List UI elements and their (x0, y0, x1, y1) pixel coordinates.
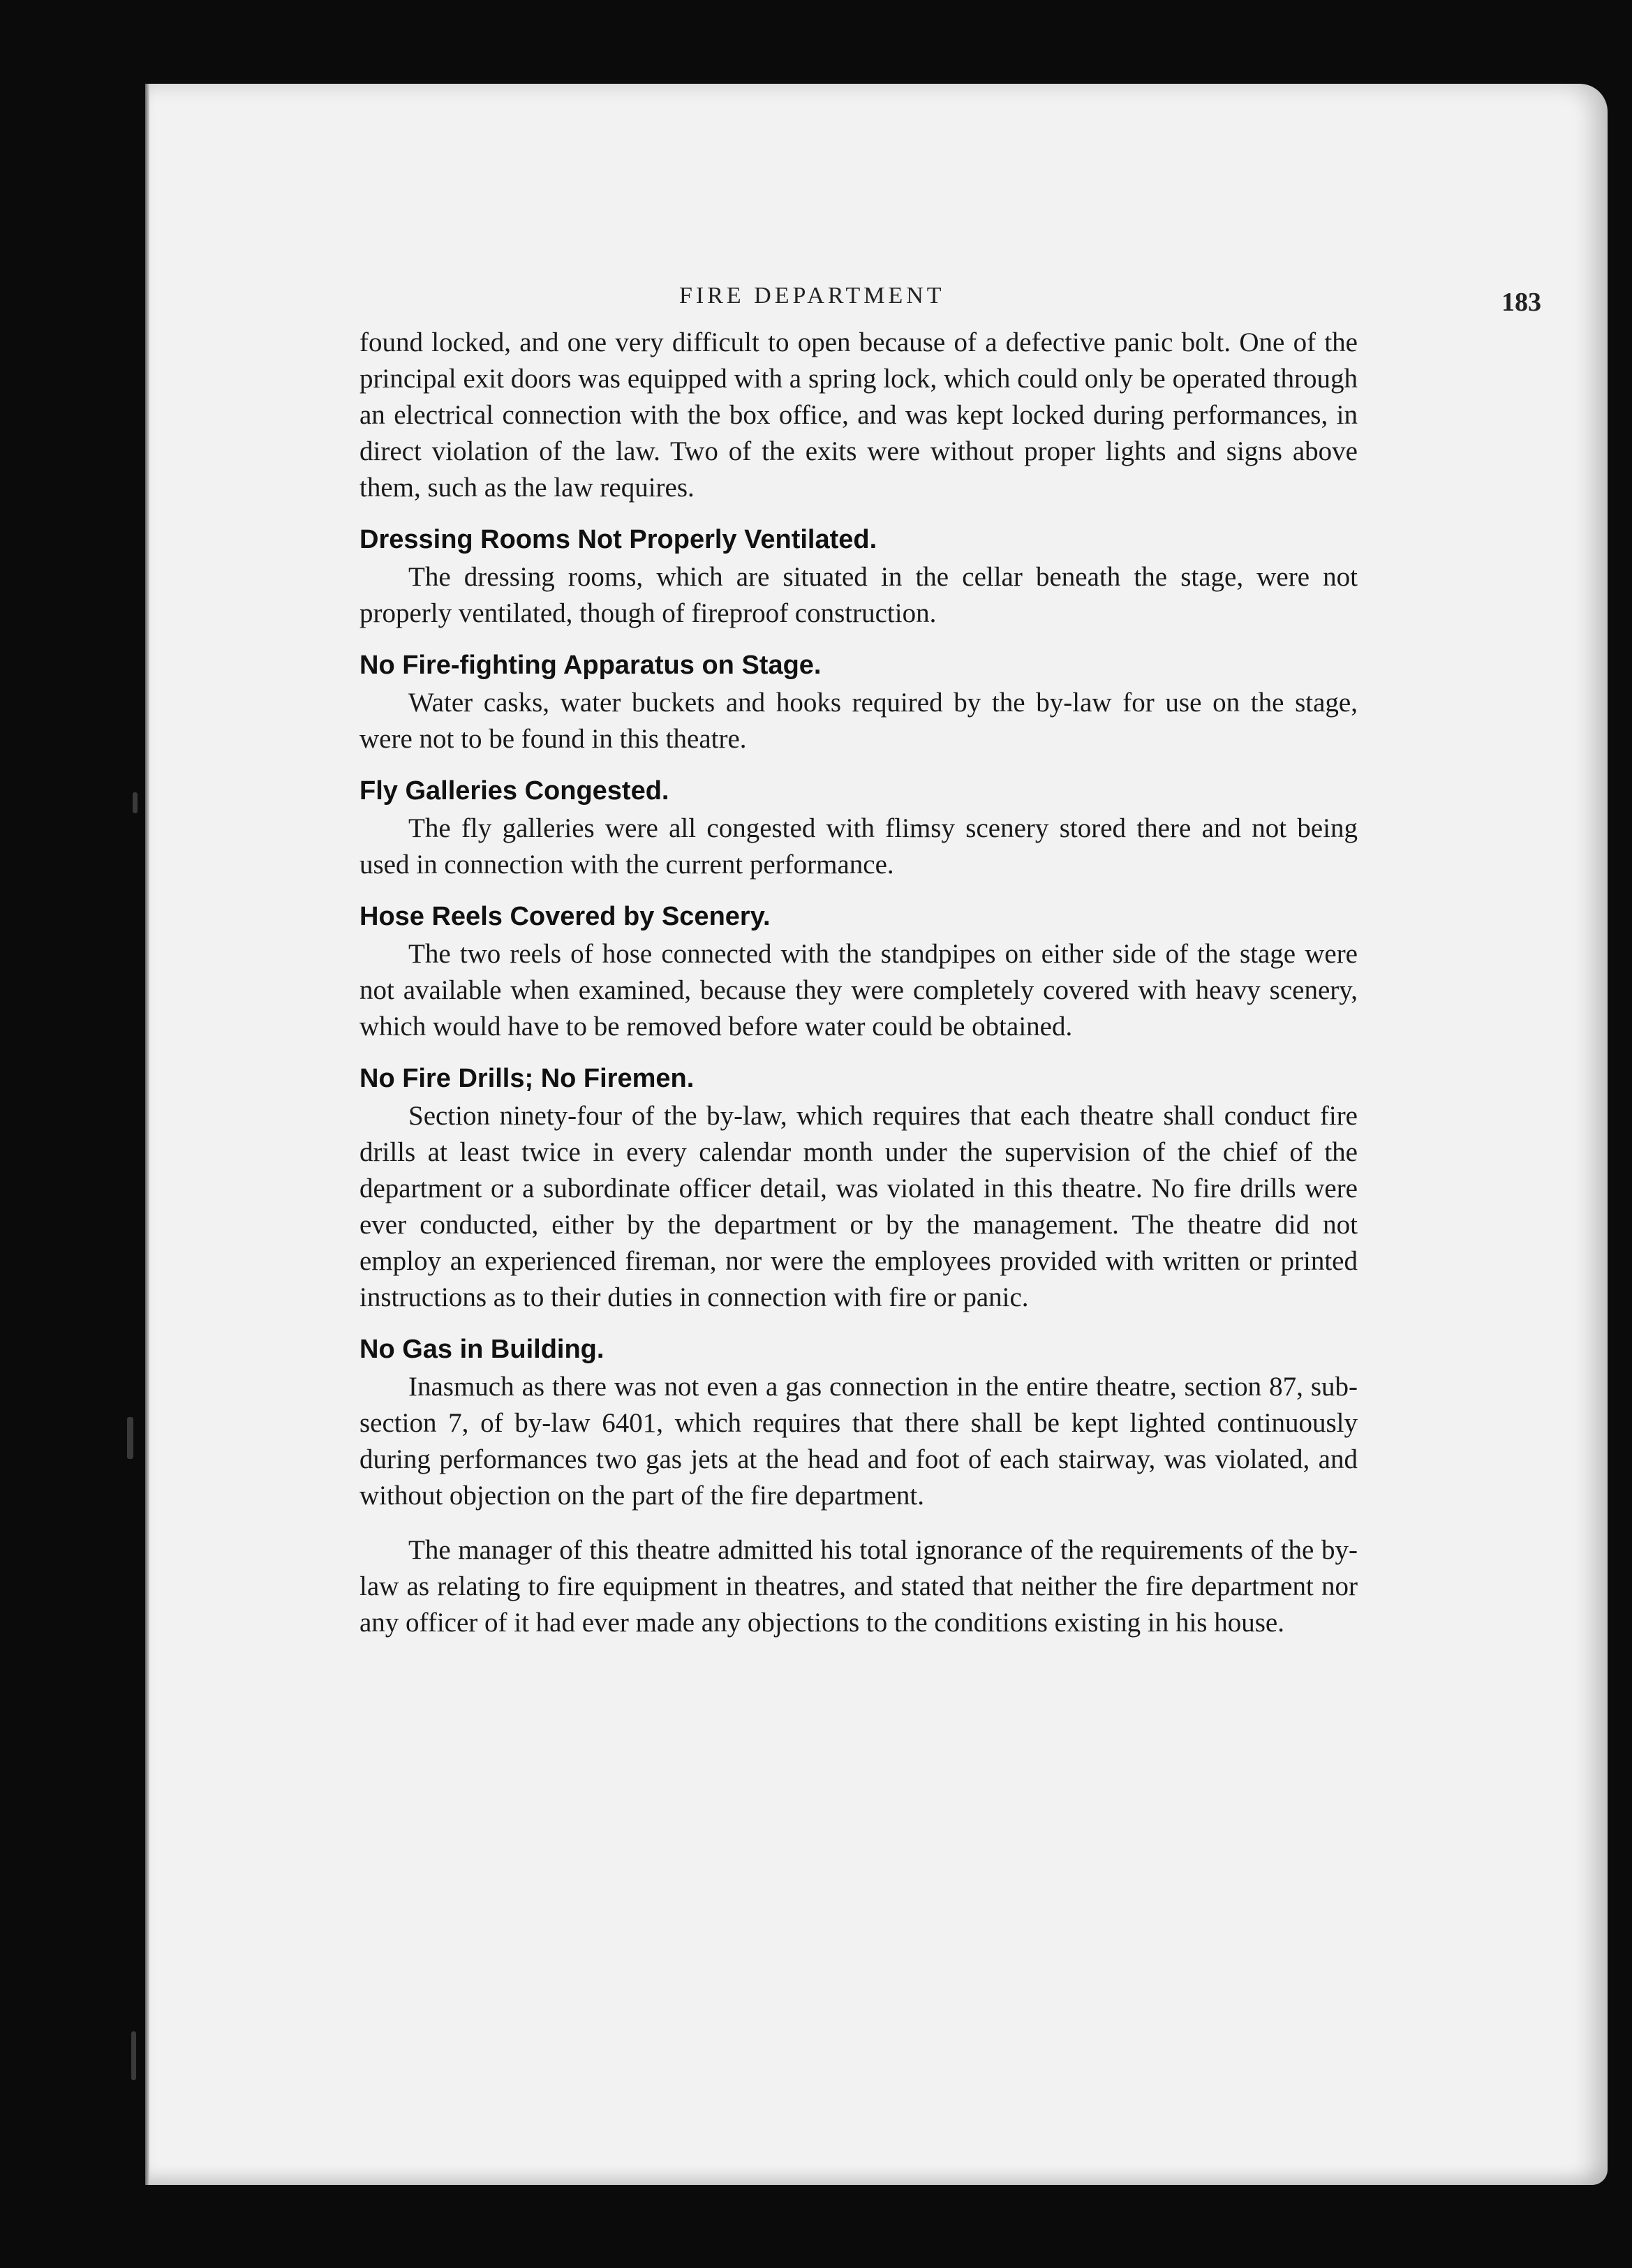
margin-mark (131, 2031, 136, 2080)
section-body: The dressing rooms, which are situated in the cellar beneath the stage, were not properly ventilated, though of fireproof construction. (359, 562, 1358, 628)
section-hose-reels (359, 897, 1358, 1045)
section-heading: Fly Galleries Congested. (359, 776, 669, 806)
page-gutter-edge (145, 84, 149, 2185)
section-body: The two reels of hose connected with the standpipes on either side of the stage were not available when examined, because they were completely covered with heavy scenery, which would have to be removed before water could be obtained. (359, 939, 1358, 1042)
section-heading: No Fire Drills; No Firemen. (359, 1064, 695, 1093)
section-heading: Hose Reels Covered by Scenery. (359, 902, 771, 931)
section-fire-fighting-apparatus (359, 646, 1358, 757)
section-heading: No Gas in Building. (359, 1335, 604, 1364)
section-heading: No Fire-fighting Apparatus on Stage. (359, 651, 822, 680)
section-fire-drills (359, 1059, 1358, 1316)
section-body: Inasmuch as there was not even a gas connection in the entire theatre, section 87, sub-section 7, of by-law 6401, which requires that there shall be kept lighted continuously during performances two gas jets at the head and foot of each stairway, was violated, and without objection on the part of the fire department. (359, 1372, 1358, 1511)
section-body: The fly galleries were all congested with flimsy scenery stored there and not being used in connection with the current performance. (359, 813, 1358, 880)
closing-paragraph: The manager of this theatre admitted his total ignorance of the requirements of the by-law as relating to fire equipment in theatres, and stated that neither the fire department nor any officer of it had ever made any objections to the conditions existing in his house. (359, 1535, 1358, 1638)
section-dressing-rooms (359, 520, 1358, 632)
section-body: Section ninety-four of the by-law, which requires that each theatre shall conduct fire drills at least twice in every calendar month under the supervision of the chief of the department or a subordinate officer detail, was violated in this theatre. No fire drills were ever conducted, either by the department or by the management. The theatre did not employ an experienced fireman, nor were the employees provided with written or printed instructions as to their duties in connection with fire or panic. (359, 1101, 1358, 1312)
section-fly-galleries (359, 771, 1358, 883)
section-body: Water casks, water buckets and hooks required by the by-law for use on the stage, were not to be found in this theatre. (359, 688, 1358, 754)
intro-paragraph: found locked, and one very difficult to open because of a defective panic bolt. One of the principal exit doors was equipped with a spring lock, which could only be operated through an electrical connection with the box office, and was kept locked during performances, in direct violation of the law. Two of the exits were without proper lights and signs above them, such as the law requires. (359, 327, 1358, 503)
running-head: FIRE DEPARTMENT (679, 283, 945, 309)
margin-mark (127, 1417, 133, 1459)
page-content (359, 325, 1358, 1641)
page-header (452, 276, 1541, 318)
section-heading: Dressing Rooms Not Properly Ventilated. (359, 525, 877, 554)
section-no-gas (359, 1330, 1358, 1514)
page-number: 183 (1501, 288, 1541, 317)
margin-mark (133, 792, 138, 813)
